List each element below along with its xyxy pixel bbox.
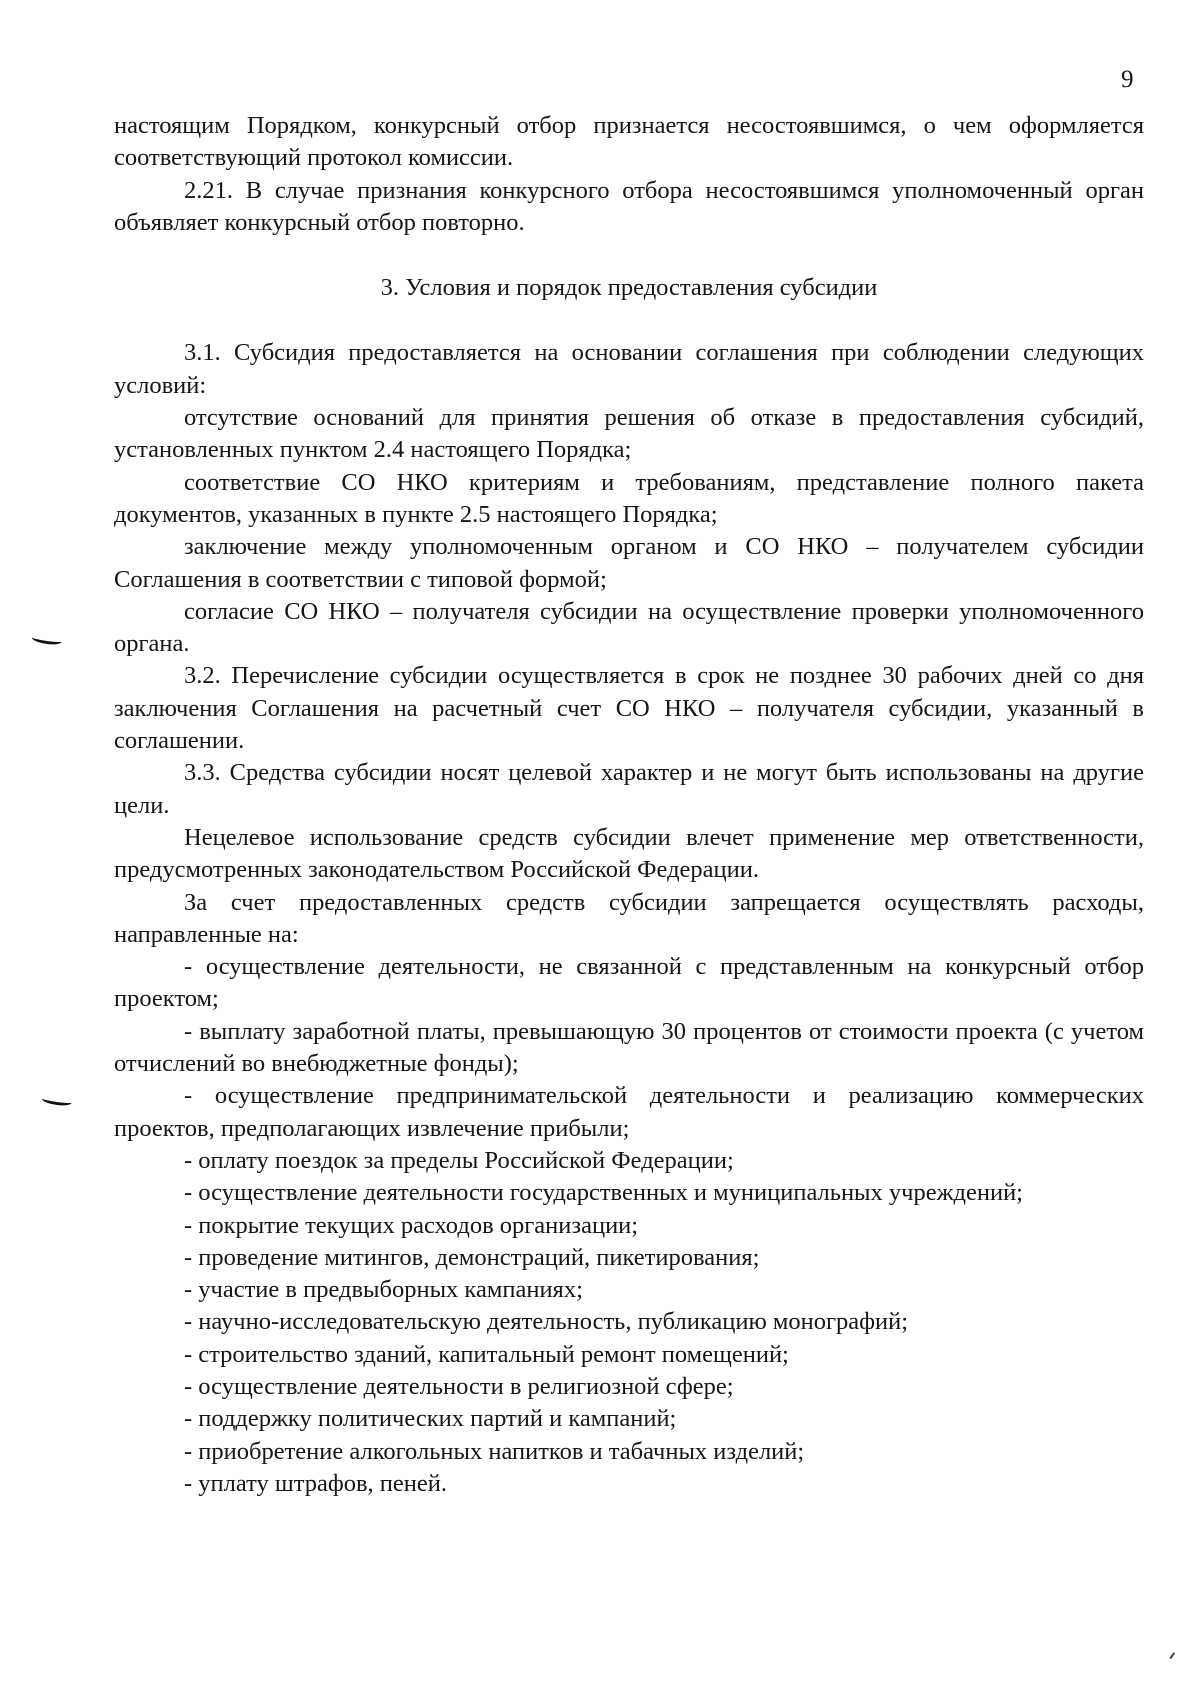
paragraph-3-1: 3.1. Субсидия предоставляется на основании соглашения при соблюдении следующих условий:: [114, 339, 1144, 399]
page-number: 9: [1121, 66, 1134, 93]
corner-tick-mark: [1169, 1652, 1177, 1661]
prohibited-list-item: - научно-исследовательскую деятельность, публикацию монографий;: [184, 1308, 909, 1336]
document-body: [114, 110, 1144, 1500]
prohibited-list-item: - участие в предвыборных кампаниях;: [184, 1276, 583, 1304]
paragraph-3-3: 3.3. Средства субсидии носят целевой характер и не могут быть использованы на другие цели.: [114, 759, 1144, 819]
prohibited-list-item: - осуществление деятельности в религиозной сфере;: [184, 1372, 734, 1400]
prohibited-list-item: - уплату штрафов, пеней.: [184, 1469, 448, 1497]
paragraph-3-2: 3.2. Перечисление субсидии осуществляется в срок не позднее 30 рабочих дней со дня заключения Соглашения на расчетный счет СО НКО – получателя субсидии, указанный в соглашении.: [114, 662, 1144, 755]
margin-pen-mark: [41, 1091, 72, 1107]
paragraph-misuse: Нецелевое использование средств субсидии влечет применение мер ответственности, предусмотренных законодательством Российской Федерации.: [114, 823, 1144, 884]
prohibited-list-item: - осуществление деятельности государственных и муниципальных учреждений;: [184, 1179, 1023, 1207]
prohibited-list-item: - оплату поездок за пределы Российской Федерации;: [184, 1146, 734, 1174]
paragraph-prohibited-intro: За счет предоставленных средств субсидии запрещается осуществлять расходы, направленные на:: [114, 888, 1144, 948]
prohibited-list-item: - приобретение алкогольных напитков и табачных изделий;: [184, 1437, 805, 1465]
paragraph-2-21: 2.21. В случае признания конкурсного отбора несостоявшимся уполномоченный орган объявляет конкурсный отбор повторно.: [114, 176, 1144, 236]
prohibited-list-item: - осуществление предпринимательской деятельности и реализацию коммерческих проектов, предполагающих извлечение прибыли;: [114, 1082, 1144, 1142]
condition-item: согласие СО НКО – получателя субсидии на осуществление проверки уполномоченного органа.: [114, 597, 1144, 658]
condition-item: соответствие СО НКО критериям и требованиям, представление полного пакета документов, указанных в пункте 2.5 настоящего Порядка;: [114, 468, 1144, 528]
prohibited-list-item: - строительство зданий, капитальный ремонт помещений;: [184, 1340, 789, 1368]
prohibited-list-item: - поддержку политических партий и кампаний;: [184, 1405, 677, 1433]
condition-item: заключение между уполномоченным органом и СО НКО – получателем субсидии Соглашения в соответствии с типовой формой;: [114, 533, 1144, 593]
margin-pen-mark: [31, 630, 62, 646]
paragraph-continuation: настоящим Порядком, конкурсный отбор признается несостоявшимся, о чем оформляется соответствующий протокол комиссии.: [114, 112, 1144, 172]
prohibited-list-item: - осуществление деятельности, не связанной с представленным на конкурсный отбор проектом;: [114, 953, 1144, 1013]
prohibited-list-item: - покрытие текущих расходов организации;: [184, 1211, 639, 1239]
prohibited-list-item: - проведение митингов, демонстраций, пикетирования;: [184, 1243, 760, 1271]
condition-item: отсутствие оснований для принятия решения об отказе в предоставления субсидий, установленных пунктом 2.4 настоящего Порядка;: [114, 404, 1144, 464]
section-heading-3: 3. Условия и порядок предоставления субсидии: [380, 274, 878, 302]
prohibited-list-item: - выплату заработной платы, превышающую 30 процентов от стоимости проекта (с учетом отчислений во внебюджетные фонды);: [114, 1017, 1144, 1078]
